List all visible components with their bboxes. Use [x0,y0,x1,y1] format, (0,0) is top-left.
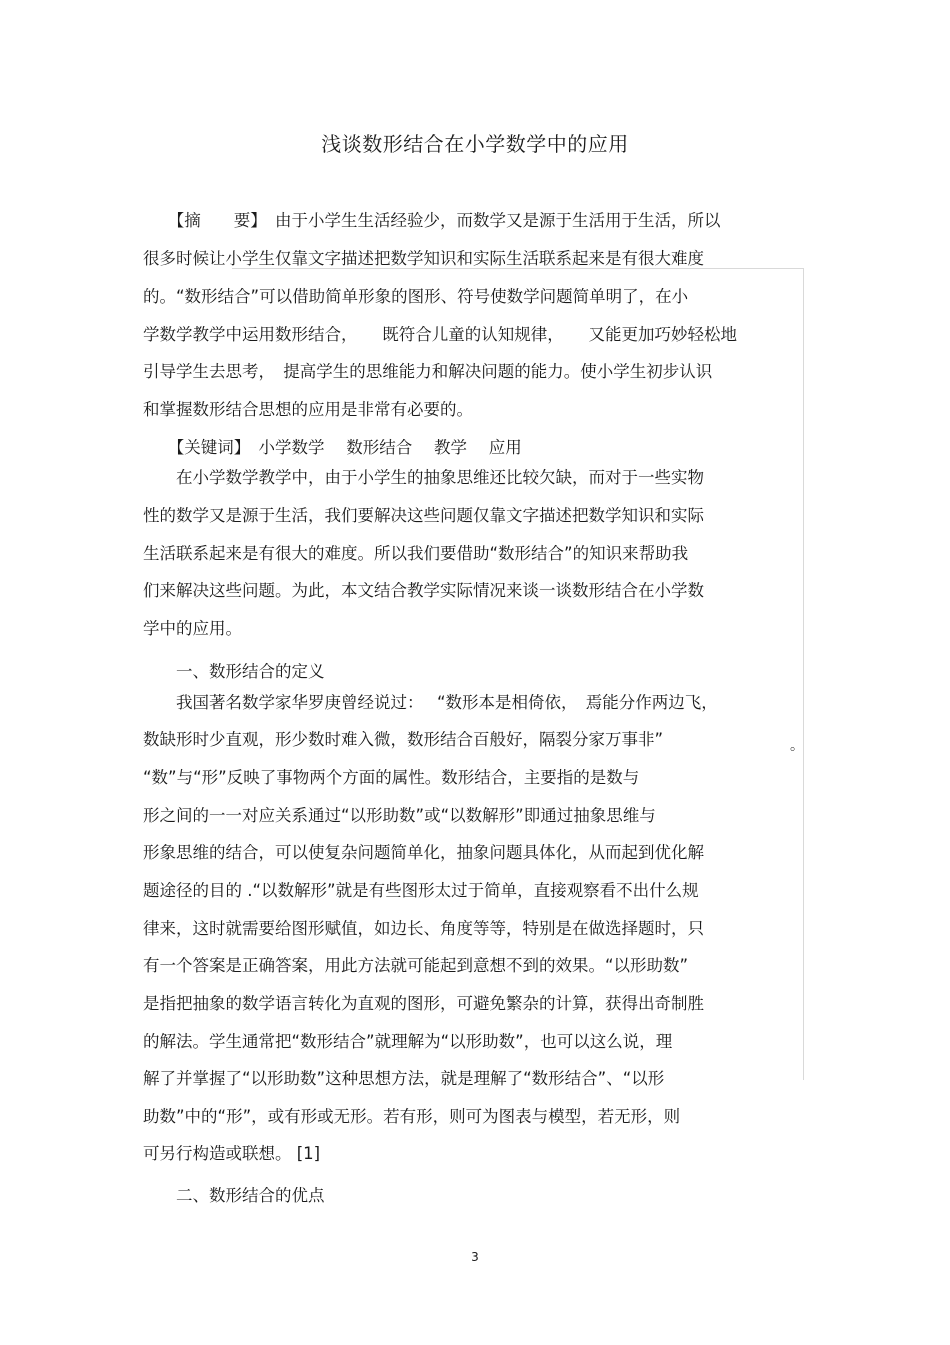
keywords-line: 【关键词】 小学数学 数形结合 教学 应用 [143,438,522,457]
abstract-line-2: 很多时候让小学生仅靠文字描述把数学知识和实际生活联系起来是有很大难度 [143,249,704,268]
definition-line-4: 形之间的一一对应关系通过“以形助数”或“以数解形”即通过抽象思维与 [143,806,656,825]
trailing-period: 。 [790,738,804,754]
definition-line-9: 是指把抽象的数学语言转化为直观的图形，可避免繁杂的计算，获得出奇制胜 [143,994,704,1013]
definition-line-13: 可另行构造或联想。 [1] [143,1144,321,1163]
intro-line-3: 生活联系起来是有很大的难度。所以我们要借助“数形结合”的知识来帮助我 [143,544,689,563]
abstract-line-3: 的。“数形结合”可以借助简单形象的图形、符号使数学问题简单明了，在小 [143,287,689,306]
definition-line-2: 数缺形时少直观，形少数时难入微，数形结合百般好，隔裂分家万事非” [143,730,664,749]
abstract-line-5: 引导学生去思考， 提高学生的思维能力和解决问题的能力。使小学生初步认识 [143,362,713,381]
abstract-line-1: 【摘 要】 由于小学生生活经验少，而数学又是源于生活用于生活，所以 [143,211,721,230]
page-title: 浅谈数形结合在小学数学中的应用 [321,132,629,156]
definition-line-8: 有一个答案是正确答案，用此方法就可能起到意想不到的效果。“以形助数” [143,956,689,975]
intro-line-1: 在小学数学教学中，由于小学生的抽象思维还比较欠缺，而对于一些实物 [143,468,704,487]
intro-line-4: 们来解决这些问题。为此，本文结合教学实际情况来谈一谈数形结合在小学数 [143,581,704,600]
definition-line-11: 解了并掌握了“以形助数”这种思想方法，就是理解了“数形结合”、“以形 [143,1069,665,1088]
definition-line-3: “数”与“形”反映了事物两个方面的属性。数形结合，主要指的是数与 [143,768,640,787]
frame-right-border [803,268,804,1080]
definition-line-12: 助数”中的“形”，或有形或无形。若有形，则可为图表与模型，若无形，则 [143,1107,681,1126]
section-heading-2: 二、数形结合的优点 [143,1186,325,1205]
definition-line-1: 我国著名数学家华罗庚曾经说过： “数形本是相倚依， 焉能分作两边飞， [143,693,718,712]
page-number: 3 [471,1250,479,1264]
definition-line-10: 的解法。学生通常把“数形结合”就理解为“以形助数”，也可以这么说，理 [143,1032,673,1051]
section-heading-1: 一、数形结合的定义 [143,662,325,681]
definition-line-6: 题途径的目的 .“以数解形”就是有些图形太过于简单，直接观察看不出什么规 [143,881,699,900]
abstract-line-4: 学数学教学中运用数形结合， 既符合儿童的认知规律， 又能更加巧妙轻松地 [143,325,737,344]
intro-line-2: 性的数学又是源于生活，我们要解决这些问题仅靠文字描述把数学知识和实际 [143,506,704,525]
definition-line-5: 形象思维的结合，可以使复杂问题简单化，抽象问题具体化，从而起到优化解 [143,843,704,862]
definition-line-7: 律来，这时就需要给图形赋值，如边长、角度等等，特别是在做选择题时，只 [143,919,704,938]
abstract-line-6: 和掌握数形结合思想的应用是非常有必要的。 [143,400,473,419]
intro-line-5: 学中的应用。 [143,619,242,638]
